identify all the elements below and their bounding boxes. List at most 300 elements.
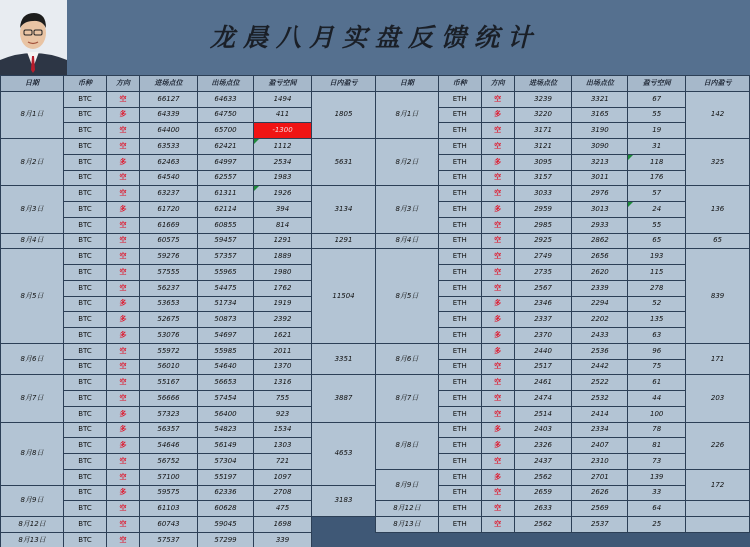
direction-cell: 空 [107,170,140,186]
direction-cell: 空 [107,517,140,533]
exit-price-cell: 54640 [198,359,254,375]
entry-price-cell: 2440 [514,343,572,359]
direction-cell: 空 [481,123,514,139]
exit-price-cell: 61311 [198,186,254,202]
coin-cell: BTC [64,312,107,328]
entry-price-cell: 53076 [140,328,198,344]
direction-cell: 空 [107,186,140,202]
exit-price-cell: 64997 [198,154,254,170]
direction-cell: 多 [107,107,140,123]
entry-price-cell: 3239 [514,91,572,107]
date-cell: 8月6日 [1,343,64,375]
profit-space-cell: 2011 [254,343,312,359]
date-cell: 8月1日 [376,91,439,138]
daily-total-cell: 1805 [312,91,376,138]
direction-cell: 多 [481,343,514,359]
profit-space-cell: 1762 [254,280,312,296]
date-cell: 8月4日 [376,233,439,249]
page-title: 龙晨八月实盘反馈统计 [209,23,540,52]
direction-cell: 多 [107,296,140,312]
entry-price-cell: 60575 [140,233,198,249]
coin-cell: ETH [438,438,481,454]
entry-price-cell: 57555 [140,265,198,281]
btc-table [0,75,376,547]
entry-price-cell: 57100 [140,469,198,485]
entry-price-cell: 2567 [514,280,572,296]
exit-price-cell: 62421 [198,139,254,155]
header-cell: 币种 [438,76,481,92]
exit-price-cell: 3213 [572,154,628,170]
table-row [376,249,750,265]
coin-cell: BTC [64,296,107,312]
coin-cell: ETH [438,233,481,249]
direction-cell: 空 [481,359,514,375]
exit-price-cell: 64633 [198,91,254,107]
entry-price-cell: 2346 [514,296,572,312]
profit-space-cell: 814 [254,217,312,233]
table-row [376,422,750,438]
daily-total-cell: 3887 [312,375,376,422]
profit-space-cell: 1534 [254,422,312,438]
exit-price-cell: 50873 [198,312,254,328]
direction-cell: 空 [481,217,514,233]
entry-price-cell: 2437 [514,454,572,470]
direction-cell: 多 [481,202,514,218]
coin-cell: BTC [64,454,107,470]
entry-price-cell: 2562 [514,469,572,485]
date-cell: 8月6日 [376,343,439,375]
entry-price-cell: 60743 [140,517,198,533]
date-cell: 8月7日 [376,375,439,422]
coin-cell: ETH [438,186,481,202]
entry-price-cell: 56752 [140,454,198,470]
entry-price-cell: 2959 [514,202,572,218]
entry-price-cell: 2749 [514,249,572,265]
profit-space-cell: 57 [628,186,686,202]
coin-cell: ETH [438,170,481,186]
exit-price-cell: 60855 [198,217,254,233]
daily-total-cell: 65 [686,233,750,249]
date-cell: 8月13日 [1,532,64,547]
entry-price-cell: 2326 [514,438,572,454]
exit-price-cell: 62557 [198,170,254,186]
entry-price-cell: 53653 [140,296,198,312]
table-row [376,501,750,517]
exit-price-cell: 65700 [198,123,254,139]
direction-cell: 空 [107,217,140,233]
entry-price-cell: 57537 [140,532,198,547]
date-cell: 8月8日 [1,422,64,485]
exit-price-cell: 54697 [198,328,254,344]
entry-price-cell: 59276 [140,249,198,265]
entry-price-cell: 61669 [140,217,198,233]
table-row [1,249,376,265]
direction-cell: 空 [481,406,514,422]
exit-price-cell: 60628 [198,501,254,517]
header-cell: 日期 [1,76,64,92]
profit-space-cell: 33 [628,485,686,501]
exit-price-cell: 2620 [572,265,628,281]
entry-price-cell: 57323 [140,406,198,422]
entry-price-cell: 56237 [140,280,198,296]
direction-cell: 空 [481,186,514,202]
entry-price-cell: 3220 [514,107,572,123]
profit-space-cell: 67 [628,91,686,107]
coin-cell: BTC [64,170,107,186]
direction-cell: 空 [107,391,140,407]
coin-cell: ETH [438,123,481,139]
date-cell: 8月2日 [376,139,439,186]
coin-cell: BTC [64,391,107,407]
direction-cell: 空 [481,139,514,155]
exit-price-cell: 3013 [572,202,628,218]
profit-space-cell: 65 [628,233,686,249]
daily-total-cell: 325 [686,139,750,186]
direction-cell: 多 [481,296,514,312]
profit-space-cell: 61 [628,375,686,391]
profit-space-cell: 55 [628,217,686,233]
table-row [1,375,376,391]
exit-price-cell: 2701 [572,469,628,485]
exit-price-cell: 56400 [198,406,254,422]
profit-space-cell: 1889 [254,249,312,265]
coin-cell: BTC [64,422,107,438]
date-cell: 8月4日 [1,233,64,249]
exit-price-cell: 54475 [198,280,254,296]
direction-cell: 多 [481,469,514,485]
coin-cell: ETH [438,343,481,359]
entry-price-cell: 61103 [140,501,198,517]
entry-price-cell: 2562 [514,517,572,533]
entry-price-cell: 2461 [514,375,572,391]
daily-total-cell: 5631 [312,139,376,186]
coin-cell: BTC [64,469,107,485]
daily-total-cell [686,501,750,517]
daily-total-cell: 4653 [312,422,376,485]
exit-price-cell: 2407 [572,438,628,454]
exit-price-cell: 2976 [572,186,628,202]
coin-cell: ETH [438,139,481,155]
date-cell: 8月7日 [1,375,64,422]
profit-space-cell: 78 [628,422,686,438]
exit-price-cell: 62336 [198,485,254,501]
profit-space-cell: 64 [628,501,686,517]
direction-cell: 空 [481,485,514,501]
exit-price-cell: 62114 [198,202,254,218]
direction-cell: 空 [107,249,140,265]
entry-price-cell: 59575 [140,485,198,501]
coin-cell: BTC [64,328,107,344]
profit-space-cell: 1370 [254,359,312,375]
coin-cell: BTC [64,186,107,202]
entry-price-cell: 2514 [514,406,572,422]
direction-cell: 空 [107,359,140,375]
direction-cell: 空 [107,139,140,155]
exit-price-cell: 54823 [198,422,254,438]
coin-cell: ETH [438,517,481,533]
table-row [1,343,376,359]
daily-total-cell: 171 [686,343,750,375]
profit-space-cell: 52 [628,296,686,312]
date-cell: 8月2日 [1,139,64,186]
direction-cell: 多 [107,422,140,438]
direction-cell: 空 [107,454,140,470]
profit-space-cell: 115 [628,265,686,281]
daily-total-cell: 136 [686,186,750,233]
coin-cell: ETH [438,91,481,107]
profit-space-cell: -1300 [254,123,312,139]
coin-cell: BTC [64,359,107,375]
direction-cell: 空 [107,123,140,139]
profit-space-cell: 1621 [254,328,312,344]
profit-space-cell: 1316 [254,375,312,391]
coin-cell: ETH [438,154,481,170]
header-row [376,76,750,92]
direction-cell: 多 [107,328,140,344]
direction-cell: 空 [481,265,514,281]
header-cell: 出场点位 [572,76,628,92]
table-row [376,343,750,359]
header-cell: 方向 [107,76,140,92]
exit-price-cell: 59045 [198,517,254,533]
daily-total-cell: 11504 [312,249,376,344]
profit-space-cell: 176 [628,170,686,186]
profit-space-cell: 278 [628,280,686,296]
entry-price-cell: 3121 [514,139,572,155]
coin-cell: ETH [438,501,481,517]
date-cell: 8月13日 [376,517,439,533]
table-row [376,517,750,533]
table-row [376,139,750,155]
direction-cell: 空 [107,280,140,296]
entry-price-cell: 2403 [514,422,572,438]
direction-cell: 多 [481,107,514,123]
table-row [376,91,750,107]
coin-cell: ETH [438,422,481,438]
direction-cell: 空 [107,501,140,517]
direction-cell: 多 [107,438,140,454]
header-cell: 进场点位 [140,76,198,92]
profit-space-cell: 721 [254,454,312,470]
direction-cell: 多 [107,312,140,328]
direction-cell: 空 [481,517,514,533]
entry-price-cell: 2659 [514,485,572,501]
eth-table [375,75,750,533]
daily-total-cell: 3351 [312,343,376,375]
profit-space-cell: 44 [628,391,686,407]
avatar [0,0,67,75]
profit-space-cell: 1698 [254,517,312,533]
direction-cell: 多 [481,422,514,438]
profit-space-cell: 1926 [254,186,312,202]
header-cell: 日期 [376,76,439,92]
direction-cell: 多 [481,312,514,328]
direction-cell: 空 [481,391,514,407]
exit-price-cell: 56653 [198,375,254,391]
exit-price-cell: 57357 [198,249,254,265]
entry-price-cell: 2337 [514,312,572,328]
direction-cell: 多 [107,154,140,170]
exit-price-cell: 2310 [572,454,628,470]
coin-cell: BTC [64,265,107,281]
date-cell: 8月3日 [1,186,64,233]
entry-price-cell: 64540 [140,170,198,186]
direction-cell: 空 [481,249,514,265]
daily-total-cell: 3183 [312,485,376,517]
daily-total-cell [312,532,376,547]
direction-cell: 空 [107,532,140,547]
daily-total-cell [686,517,750,533]
exit-price-cell: 59457 [198,233,254,249]
coin-cell: BTC [64,217,107,233]
exit-price-cell: 3190 [572,123,628,139]
coin-cell: ETH [438,249,481,265]
coin-cell: ETH [438,469,481,485]
exit-price-cell: 3090 [572,139,628,155]
profit-space-cell: 1980 [254,265,312,281]
table-row [1,422,376,438]
direction-cell: 空 [107,469,140,485]
profit-space-cell: 2392 [254,312,312,328]
header-cell: 出场点位 [198,76,254,92]
header-bar [0,0,750,75]
direction-cell: 空 [481,501,514,517]
header-cell: 方向 [481,76,514,92]
profit-space-cell: 1112 [254,139,312,155]
entry-price-cell: 63237 [140,186,198,202]
profit-space-cell: 1494 [254,91,312,107]
table-row [376,186,750,202]
coin-cell: ETH [438,454,481,470]
entry-price-cell: 56666 [140,391,198,407]
coin-cell: ETH [438,107,481,123]
header-cell: 盈亏空间 [254,76,312,92]
entry-price-cell: 55972 [140,343,198,359]
profit-space-cell: 923 [254,406,312,422]
exit-price-cell: 3165 [572,107,628,123]
table-row [1,139,376,155]
entry-price-cell: 56010 [140,359,198,375]
direction-cell: 多 [107,485,140,501]
profit-space-cell: 55 [628,107,686,123]
profit-space-cell: 1291 [254,233,312,249]
entry-price-cell: 62463 [140,154,198,170]
exit-price-cell: 64750 [198,107,254,123]
coin-cell: ETH [438,485,481,501]
exit-price-cell: 2532 [572,391,628,407]
profit-space-cell: 2534 [254,154,312,170]
exit-price-cell: 57304 [198,454,254,470]
entry-price-cell: 2633 [514,501,572,517]
exit-price-cell: 55965 [198,265,254,281]
profit-space-cell: 1097 [254,469,312,485]
header-cell: 进场点位 [514,76,572,92]
profit-space-cell: 25 [628,517,686,533]
daily-total-cell: 839 [686,249,750,344]
coin-cell: BTC [64,375,107,391]
date-cell: 8月12日 [1,517,64,533]
direction-cell: 多 [107,202,140,218]
entry-price-cell: 3033 [514,186,572,202]
entry-price-cell: 64339 [140,107,198,123]
date-cell: 8月9日 [376,469,439,501]
daily-total-cell: 3134 [312,186,376,233]
table-row [1,91,376,107]
direction-cell: 空 [107,265,140,281]
exit-price-cell: 55985 [198,343,254,359]
entry-price-cell: 64400 [140,123,198,139]
profit-space-cell: 1303 [254,438,312,454]
coin-cell: BTC [64,532,107,547]
direction-cell: 空 [481,233,514,249]
entry-price-cell: 3157 [514,170,572,186]
date-cell: 8月12日 [376,501,439,517]
coin-cell: ETH [438,375,481,391]
header-cell: 日内盈亏 [686,76,750,92]
coin-cell: BTC [64,438,107,454]
date-cell: 8月1日 [1,91,64,138]
coin-cell: BTC [64,233,107,249]
coin-cell: ETH [438,217,481,233]
exit-price-cell: 2334 [572,422,628,438]
table-row [1,485,376,501]
coin-cell: BTC [64,139,107,155]
direction-cell: 空 [481,280,514,296]
daily-total-cell: 226 [686,422,750,469]
coin-cell: BTC [64,485,107,501]
profit-space-cell: 1983 [254,170,312,186]
coin-cell: BTC [64,501,107,517]
exit-price-cell: 56149 [198,438,254,454]
header-row [1,76,376,92]
exit-price-cell: 3011 [572,170,628,186]
entry-price-cell: 3095 [514,154,572,170]
coin-cell: BTC [64,343,107,359]
entry-price-cell: 2985 [514,217,572,233]
coin-cell: BTC [64,154,107,170]
coin-cell: BTC [64,107,107,123]
header-cell: 币种 [64,76,107,92]
entry-price-cell: 56357 [140,422,198,438]
coin-cell: BTC [64,280,107,296]
daily-total-cell: 142 [686,91,750,138]
exit-price-cell: 2569 [572,501,628,517]
profit-space-cell: 31 [628,139,686,155]
coin-cell: ETH [438,391,481,407]
date-cell: 8月3日 [376,186,439,233]
exit-price-cell: 2656 [572,249,628,265]
coin-cell: ETH [438,280,481,296]
daily-total-cell: 203 [686,375,750,422]
direction-cell: 多 [481,154,514,170]
entry-price-cell: 2370 [514,328,572,344]
header-cell: 盈亏空间 [628,76,686,92]
entry-price-cell: 66127 [140,91,198,107]
coin-cell: BTC [64,249,107,265]
direction-cell: 空 [481,91,514,107]
coin-cell: BTC [64,91,107,107]
direction-cell: 空 [107,375,140,391]
direction-cell: 空 [107,91,140,107]
entry-price-cell: 2925 [514,233,572,249]
profit-space-cell: 193 [628,249,686,265]
exit-price-cell: 51734 [198,296,254,312]
table-row [1,233,376,249]
date-cell: 8月5日 [1,249,64,344]
table-row [1,517,376,533]
profit-space-cell: 339 [254,532,312,547]
entry-price-cell: 2735 [514,265,572,281]
